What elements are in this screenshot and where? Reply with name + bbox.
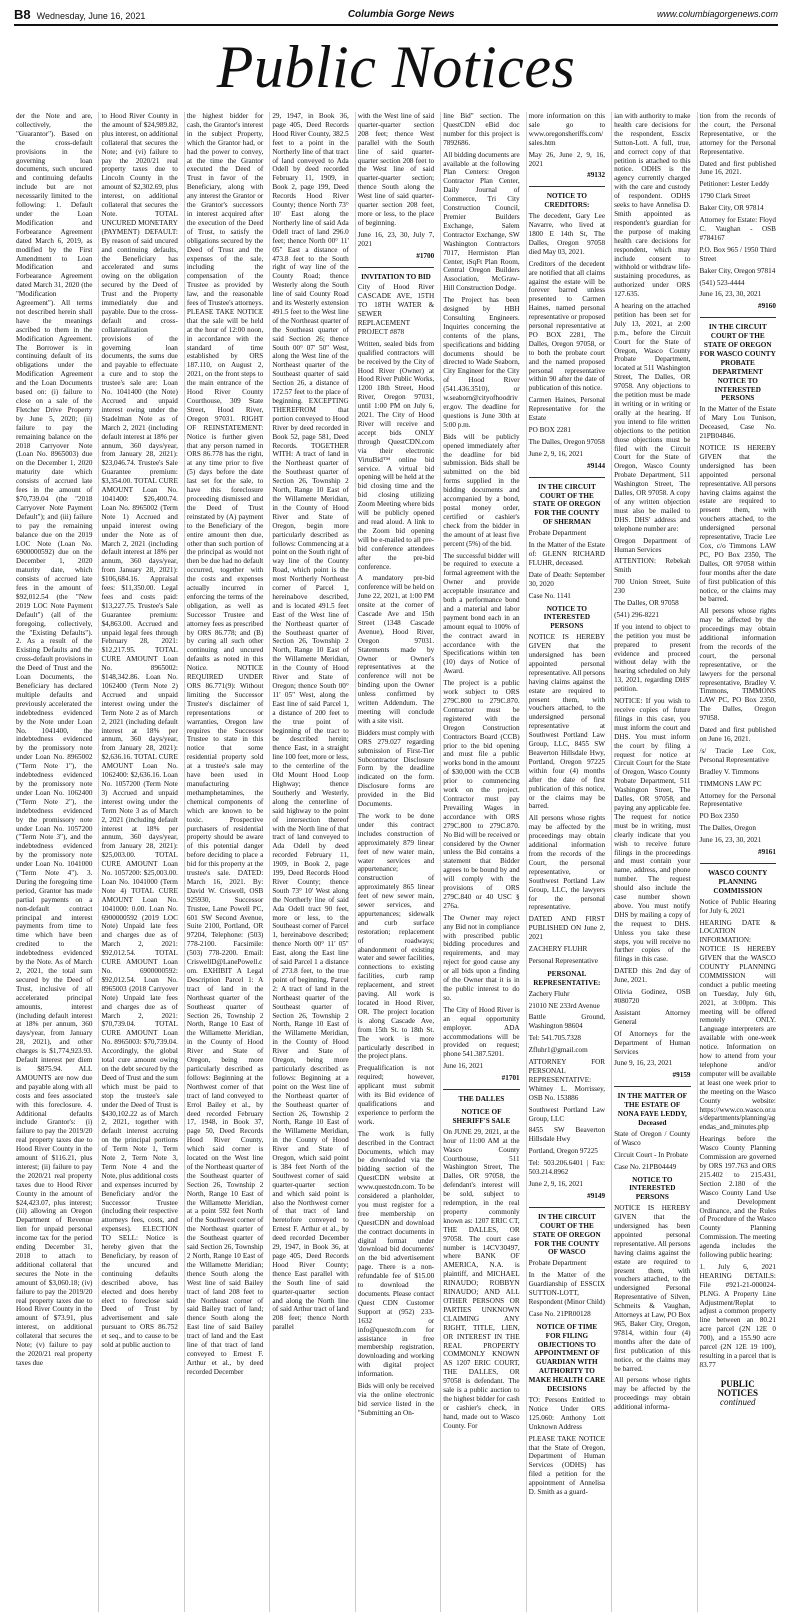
notice-paragraph: Tel: 541.705.7328 [528,1034,582,1043]
notice-paragraph: Tel: 503.206.6401 | Fax: 503.214.8962 [528,1159,607,1177]
notice-paragraph: Probate Department [528,529,587,538]
notice-paragraph: In the Matter of the Estate of Mary Lou Tunison, Deceased, Case No. 21PB04846. [699,405,778,441]
notice-paragraph: Case No. 1141 [528,591,571,600]
notice-paragraph: HEARING DATE & LOCATION INFORMATION: NOTICE IS HEREBY GIVEN that the WASCO COUNTY PLANNING COMMISSION will conduct a public meeting on Tuesday, July 6th, 2021, at 3:00pm. This meeting will be offered remotely ONLY. Language interpreters are available with one-week notice. Information on how to attend from your telephone and/or computer will be available at least one week prior to the meeting on the Wasco County website: https://www.co.wasco.or.us/departments/planning/agendas_and_minutes.php [699,918,778,1132]
notice-heading: IN THE CIRCUIT COURT OF THE STATE OF OREGON FOR THE COUNTY OF WASCO [532,1212,603,1257]
notice-heading: NOTICE TO CREDITORS: [544,192,590,210]
notice-paragraph: Bids will be publicly opened immediately after the deadline for bid submission. Bids shall be submitted on the bid forms supplied in the bidding documents and accompanied by a bond, postal money order, certified or cashier's check from the bidder in the amount of at least five percent (5%) of the bid. [443,432,522,548]
notice-column-8 [611,112,692,1612]
notice-paragraph: In the Matter of the Guardianship of ESSCIX SUTTON-LOTT, Respondent (Minor Child) [528,1271,607,1306]
notice-paragraph: June 16, 23, 30, 2021 [699,290,762,299]
notice-heading: NOTICE OF SHERIFF'S SALE [452,1107,511,1125]
notice-paragraph: Oregon Department of Human Services [614,536,693,554]
notice-paragraph: Of Attorneys for the Department of Human Services [614,1029,693,1056]
notice-number: #9159 [672,1071,691,1080]
notice-column-6 [440,112,521,1612]
notice-paragraph: ATTENTION: Rebekah Smith [614,557,693,575]
notice-paragraph: Case No. 21PR00128 [528,1309,591,1318]
notice-paragraph: Carmen Haines, Personal Representative for the Estate [528,396,607,423]
notice-paragraph: The City of Hood River is an equal opportunity employer. ADA accommodations will be provided on request; phone 541.387.5201. [443,1005,522,1059]
notice-paragraph: Probate Department [528,1259,587,1268]
notice-paragraph: All bidding documents are available at the following Plan Centers: Oregon Contractor Plan Center, Daily Journal of Commerce, Tri City Construction Council, Premier Builders Exchange, Salem Contractor Exchange, SW Washington Contractors 7017, Hermiston Plan Center, iSqFt Plan Room, Central Oregon Builders Association, McGraw-Hill Construction Dodge. [443,150,522,293]
notice-paragraph: ATTORNEY FOR PERSONAL REPRESENTATIVE: Whitney L. Morrissey, OSB No. 153886 [528,1058,607,1102]
notice-paragraph: der the Note and are, collectively, the "Guarantor"). Based on the cross-default provisions in the governing loan documents, such uncured and continuing defaults include but are not necessarily limited to the following: 1. Default under the Loan Modification and Forbearance Agreement dated March 6, 2019, as modified by the First Amendment to Loan Modification and Forbearance Agreement dated March 31, 2020 (the "Modification Agreement"). All terms not described herein shall have the meanings ascribed to them in the Modification Agreement. The Borrower is in continuing default of its obligations under the Modification Agreement and the Loan Documents based on: (i) failure to close on a sale of the Fletcher Drive Property by June 5, 2020; (ii) failure to pay the remaining balance on the 2018 Carryover Note (Loan No. 8965003) due on the December 1, 2020 maturity date which consists of accrued late fees in the amount of $70,739.04 (the "2018 Carryover Note Payment Default"); and (iii) failure to pay the remaining balance due on the 2019 LOC Note (Loan No. 6900000592) due on the December 1, 2020 maturity date, which consists of accrued late fees in the amount of $92,012.54 (the "New 2019 LOC Note Payment Default") (all of the foregoing, collectively, the "Existing Defaults"). 2. As a result of the Existing Defaults and the cross-default provisions in the Deed of Trust and the Loan Documents, the Beneficiary has declared multiple defaults and previously accelerated the indebtedness evidenced by the Note under Loan No. 1041400, the indebtedness evidenced by the promissory note under Loan No. 8965002 ("Term Note 1"), the indebtedness evidenced by the promissory note under Loan No. 1062400 ("Term Note 2"), the indebtedness evidenced by the promissory note under Loan No. 1057200 ("Term Note 3"), and the indebtedness evidenced by the promissory note under Loan No. 1041000 ("Term Note 4"). 3. During the foregoing time period, Grantor has made partial payments on a non-default contract principal and interest payments from time to time which have been credited to the indebtedness evidenced by the Note. As of March 2, 2021, the total sum secured by the Deed of Trust, inclusive of all accelerated principal amounts, interest (including default interest at 18% per annum, 360 days/year, from January 28, 2021), and other charges is $1,774,923.93. Default interest per diem is $875.94. ALL AMOUNTS are now due and payable along with all costs and fees associated with this foreclosure. 4. Additional defaults include Grantor's: (i) failure to pay the 2019/20 real property taxes due to Hood River County in the amount of $116.21, plus interest; (ii) failure to pay the 2020/21 real property taxes due to Hood River County in the amount of $24,423.07, plus interest; (iii) allowing an Oregon Department of Revenue lien for unpaid personal income tax for the period ending December 31, 2018 to attach to additional collateral that secures the Note in the amount of $3,060.18; (iv) failure to pay the 2019/20 real property taxes due to Hood River County in the amount of $73.91, plus interest, on additional collateral that secures the Note; (v) failure to pay the 2020/21 real property taxes due [16,112,95,1367]
notice-paragraph: The work to be done under this contract includes construction of approximately 879 linear feet of new water main, water services and appurtenance; construction of approximately 865 linear feet of new sewer main, sewer services, and appurtenances; sidewalk and curb surface restoration; replacement of roadways; abandonment of existing water and sewer facilities, connections to existing facilities, curb ramp replacement, and street paving. All work is located in Hood River, OR. The project location is along Cascade Ave, from 15th St. to 18th St. The work is more particularly described in the project plans. [357,811,436,1061]
notice-divider [529,186,605,187]
notice-paragraph: 8455 SW Beaverton Hillsdale Hwy [528,1126,607,1144]
notice-paragraph: NOTICE: If you wish to receive copies of future filings in this case, you must inform the court and DHS. You must inform the court by filing a request for notice at Circuit Court for the State of Oregon, Wasco County Probate Department, 511 Washington Street, The Dalles, OR 97058, and paying any applicable fee. The request for notice must be in writing, must clearly indicate that you wish to receive future filings in the proceedings and must contain your name, address, and phone number. The request should also include the case number shown above. You must notify DHS by mailing a copy of the request to DHS. Unless you take these steps, you will receive no further copies of the filings in this case. [614,697,693,964]
notice-paragraph: The Owner may reject any Bid not in compliance with prescribed public bidding procedures and requirements, and may reject for good cause any or all bids upon a finding of the Owner that it is in the public interest to do so. [443,913,522,1002]
notice-paragraph: Baker City, OR 97814 [699,204,764,213]
notice-paragraph: Battle Ground, Washington 98604 [528,1013,607,1031]
notice-paragraph: June 16, 23, 30, July 7, 2021 [357,230,436,248]
notice-paragraph: Zfluhr1@gmail.com [528,1046,588,1055]
notice-paragraph: Circuit Court - In Probate [614,1150,688,1159]
continued-label: continued [719,1396,756,1407]
notice-number: #9149 [587,1191,606,1200]
page-header [14,4,778,26]
notice-divider [614,1086,690,1087]
notice-paragraph: 21010 NE 233rd Avenue [528,1001,600,1010]
notice-paragraph: line Bid" section. The QuestCDN eBid doc number for this project is 7892686. [443,112,522,147]
notice-paragraph: Olivia Godinez, OSB #080720 [614,988,693,1005]
notice-paragraph: Assistant Attorney General [614,1008,693,1026]
notice-paragraph: Attorney for Estate: Floyd C. Vaughan - OSB #784167 [699,216,778,242]
notice-paragraph: 1. July 6, 2021 HEARING DETAILS: File #921-21-000024-PLNG. A Property Line Adjustment/Replat to adjust a common property line between an 80.21 acre parcel (2N 12E 0 700), and a 155.90 acre parcel (2N 12E 19 100), resulting in a parcel that is 83.77 [699,1262,778,1369]
notice-paragraph: In the Matter of the Estate of: GLENN RICHARD FLUHR, deceased. [528,541,607,567]
notice-paragraph: All persons whose rights may be affected by the proceedings may obtain additional information from the records of the court, the personal representative, or the lawyers for the personal representative, Bradley V. Timmons, TIMMONS LAW PC, PO Box 2350, The Dalles, Oregon 97058. [699,607,778,723]
notice-paragraph: NOTICE IS HEREBY GIVEN that the undersigned has been appointed personal representative. All persons having claims against the estate are required to present them, with vouchers attached, to the undersigned Personal Representative of Silven, Schmeits & Vaughan, Attorneys at Law, PO Box 965, Baker City, Oregon, 97814, within four (4) months after the date of first publication of this notice, or the claims may be barred. [614,1204,693,1373]
notice-paragraph: All persons whose rights may be affected by the proceedings may obtain additional information from the records of the Court, the personal representative, or Southwest Portland Law Group, LLC, the lawyers for the personal representative. [528,814,607,912]
notice-divider [529,1207,605,1208]
notice-paragraph: A mandatory pre-bid conference will be held on June 22, 2021, at 1:00 PM onsite at the corner of Cascade Ave and 15th Street (1348 Cascade Avenue), Hood River, Oregon 97031. Statements made by Owner or Owner's representatives at the conference will not be binding upon the Owner unless confirmed by written Addendum. The meeting will conclude with a site visit. [357,574,436,725]
notice-columns [14,112,778,1612]
notice-heading: IN THE MATTER OF THE ESTATE OF NONA FAYE LEDDY, Deceased [617,1092,689,1127]
notice-paragraph: A hearing on the attached petition has been set for July 13, 2021, at 2:00 p.m., before the Circuit Court for the State of Oregon, Wasco County Probate Department, located at 511 Washington Street, The Dalles, OR 97058. Any objections to the petition must be made in writing or in writing or orally at the hearing. If you intend to file written objections to the petition those objections must be filed with the Circuit Court for the State of Oregon, Wasco County Probate Department, 511 Washington Street, The Dalles, OR 97058. A copy of any written objection must also be mailed to DHS. DHS' address and telephone number are: [614,302,693,533]
notice-paragraph: Date of Death: September 30, 2020 [528,570,607,588]
notice-divider [700,317,776,318]
notice-divider [529,477,605,478]
notice-heading: NOTICE TO INTERESTED PERSONS [543,604,592,631]
notice-paragraph: May 26, June 2, 9, 16, 2021 [528,150,607,168]
notice-paragraph: Prequalification is not required; however, applicant must submit with its Bid evidence of qualifications and experience to perform the work. [357,1064,436,1126]
notice-paragraph: The Dalles, Oregon [699,824,756,833]
issue-date: Wednesday, June 16, 2021 [36,10,146,21]
notice-divider [358,267,434,268]
notice-paragraph: Attorney for the Personal Representative [699,791,778,809]
notice-number: #9160 [757,302,776,311]
notice-column-4 [269,112,350,1612]
notice-paragraph: Petitioner: Lester Leddy [699,180,770,189]
notice-paragraph: If you intend to object to the petition you must be prepared to present evidence and proceed without delay with the hearing scheduled on July 13, 2021, regarding DHS' petition. [614,622,693,694]
notice-number: #9132 [587,171,606,180]
notice-heading: IN THE CIRCUIT COURT OF THE STATE OF OREGON FOR THE COUNTY OF SHERMAN [532,482,603,527]
notice-heading: PERSONAL REPRESENTATIVE: [533,969,601,987]
notice-paragraph: Case No. 21PB04449 [614,1162,677,1171]
publication-url: www.columbiagorgenews.com [656,9,778,19]
notice-paragraph: P.O. Box 965 / 1950 Third Street [699,245,778,263]
notice-paragraph: NOTICE IS HEREBY GIVEN that the undersigned has been appointed personal representative. All persons having claims against the estate are required to present them, with vouchers attached, to the undersigned personal representative at Southwest Portland Law Group, LLC, 8455 SW Beaverton Hillsdale Hwy, Portland, Oregon 97225 within four (4) months after the date of first publication of this notice, or the claims may be barred. [528,633,607,811]
notice-paragraph: Zachery Fluhr [528,989,570,998]
notice-paragraph: Bradley V. Timmons [699,767,759,776]
notice-paragraph: Dated and first published on June 16, 2021. [699,726,778,743]
notice-paragraph: Bids will only be received via the online electronic bid service listed in the "Submitting an On- [357,1382,436,1417]
notice-paragraph: /s/ Tracie Lee Cox, Personal Representative [699,746,778,764]
notice-paragraph: Portland, Oregon 97225 [528,1147,598,1156]
notice-paragraph: 1790 Clark Street [699,192,751,201]
notice-paragraph: tion from the records of the court, the Personal Representative, or the attorney for the Personal Representative. [699,112,778,156]
notice-paragraph: June 9, 16, 23, 2021 [614,1059,673,1068]
notice-paragraph: Southwest Portland Law Group, LLC [528,1105,607,1123]
notice-paragraph: ZACHERY FLUHR [528,945,588,954]
notice-paragraph: Baker City, Oregon 97814 [699,266,776,275]
notice-paragraph: PLEASE TAKE NOTICE that the State of Oregon, Department of Human Services (ODHS) has filed a petition for the appointment of Annelisa D. Smith as a guard- [528,1434,607,1497]
notice-paragraph: June 16, 23, 30, 2021 [699,836,762,845]
notice-paragraph: 29, 1947, in Book 36, page 405, Deed Records Hood River County, 382.5 feet to a point in the Northerly line of that tract of land conveyed to Ada Odell by deed recorded February 11, 1909, in Book 2, page 199, Deed Records Hood River County; thence North 73° 10' East along the Northerly line of said Ada Odell tract of land 296.0 feet; thence North 00° 11' 05" East a distance of 473.8 feet to the South right of way line of the County Road; thence Westerly along the South line of said County Road and its Westerly extension 491.5 feet to the West line of the Northeast quarter of the Southeast quarter of said Section 26; thence South 00° 07' 50" West, along the West line of the Northeast quarter of the Southeast quarter of said Section 26, a distance of 172.57 feet to the place of beginning. EXCEPTING THEREFROM that portion conveyed to Hood River by deed recorded in Book 52, page 581, Deed Records. TOGETHER WITH: A tract of land in the Northeast quarter of the Southeast quarter of Section 26, Township 2 North, Range 10 East of the Willamette Meridian, in the County of Hood River and State of Oregon, begin more particularly described as follows: Commencing at a point on the South right of way line of the County Road, which point is the most Northerly Northeast corner of Parcel 1, hereinabove described, and is located 491.5 feet East of the West line of the Northeast quarter of the Southeast quarter of Section 26, Township 2 North, Range 10 East of the Willamette Meridian, in the County of Hood River and State of Oregon; thence South 00° 11' 05" West, along the East line of said Parcel 1, a distance of 200 feet to the true point of beginning of the tract to be described herein; thence East, in a straight line 100 feet, more or less, to the centerline of the Old Mount Hood Loop Highway; thence Southerly and Westerly, along the centerline of said highway to the point of intersection thereof with the North line of that tract of land conveyed to Ada Odell by deed recorded February 11, 1909, in Book 2, page 199, Deed Records Hood River County; thence South 73° 10' West along the Northerly line of said Ada Odell tract 90 feet, more or less, to the Southeast corner of Parcel 1, hereinabove described; thence North 00° 11' 05" East, along the East line of said Parcel 1 a distance of 273.8 feet, to the true point of beginning. Parcel 2: A tract of land in the Northeast quarter of the Southeast quarter of Section 26, Township 2 North, Range 10 East of the Willamette Meridian, in the County of Hood River and State of Oregon, being more particularly described as follows: Beginning at a point on the West line of the Northeast quarter of the Southeast quarter of Section 26, Township 2 North, Range 10 East of the Willamette Meridian, in the County of Hood River and State of Oregon, which said point is 384 feet North of the Southwest corner of said quarter-quarter section and which said point is also the Northwest corner of that tract of land heretofore conveyed to Ernest F. Arthur et al., by deed recorded December 29, 1947, in Book 36, at page 405, Deed Records Hood River County; thence East parallel with the South line of said quarter-quarter section and along the North line of said Arthur tract of land 208 feet; thence North parallel [272,112,351,1332]
notice-paragraph: TO: Persons Entitled to Notice Under ORS 125.060: Anthony Lott Unknown Address [528,1396,607,1431]
notice-paragraph: DATED this 2nd day of June, 2021. [614,967,693,985]
notice-number: #1700 [416,251,435,260]
notice-number: #9161 [757,848,776,857]
notice-column-2 [98,112,179,1612]
notice-column-9 [697,112,778,1612]
notice-paragraph: The Dalles, OR 97058 [614,599,679,608]
notice-divider [700,863,776,864]
notice-paragraph: PO Box 2350 [699,812,739,821]
notice-paragraph: Written, sealed bids from qualified contractors will be received by the City of Hood River (Owner) at Hood River Public Works, 1200 18th Street, Hood River, Oregon 97031, until 1:00 PM on July 6, 2021. The City of Hood River will receive and accept bids ONLY through QuestCDN.com via their electronic VirtuBid™ online bid service. A virtual bid opening will be held at the bid closing time and the bid closing utilizing Zoom Meeting where bids will be publicly opened and read aloud. A link to the Zoom bid opening will be e-mailed to all pre-bid conference attendees after the pre-bid conference. [357,339,436,571]
continued-title: PUBLIC NOTICES [717,1378,758,1398]
notice-paragraph: All persons whose rights may be affected by the proceedings may obtain additional informa- [614,1376,693,1412]
notice-column-1 [14,112,94,1612]
notice-paragraph: City of Hood River CASCADE AVE, 15TH TO 18TH WATER & SEWER REPLACEMENT PROJECT #878 [357,283,436,336]
notice-paragraph: (541) 296-8221 [614,610,659,619]
notice-heading: NOTICE OF TIME FOR FILING OBJECTIONS TO APPOINTMENT OF GUARDIAN WITH AUTHORITY TO MAKE HEALTH CARE DECISIONS [528,1322,607,1394]
notice-heading: IN THE CIRCUIT COURT OF THE STATE OF OREGON FOR WASCO COUNTY PROBATE DEPARTMENT NOTICE TO INTERESTED PERSONS [699,323,778,403]
notice-paragraph: The decedent, Gary Lee Navarre, who lived at 1800 E 14th St, The Dalles, Oregon 97058 died May 03, 2021. [528,212,607,256]
notice-heading: WASCO COUNTY PLANNING COMMISSION [708,868,770,895]
notice-paragraph: The Dalles, Oregon 97058 [528,437,605,446]
notice-number: #1701 [501,1074,520,1083]
page-number: B8 [14,6,31,22]
publication-name: Columbia Gorge News [347,8,455,20]
notice-column-3 [184,112,265,1612]
header-left [14,7,145,22]
section-masthead: Public Notices [216,34,576,100]
notice-paragraph: Bidders must comply with ORS 279.027 regarding submission of First-Tier Subcontractor Disclosure Form by the deadline indicated on the form. Disclosure forms are provided in the Bid Documents. [357,728,436,809]
notice-paragraph: DATED AND FIRST PUBLISHED ON June 2, 2021 [528,915,607,942]
notice-paragraph: The project is a public work subject to ORS 279C.800 to 279C.870. Contractor must be registered with the Oregon Construction Contractors Board (CCB) prior to the bid opening and must file a public works bond in the amount of $30,000 with the CCB prior to commencing work on the project. Contractor must pay Prevailing Wages in accordance with ORS 279C.800 to 279C.870. No Bid will be received or considered by the Owner unless the Bid contains a statement that Bidder agrees to be bound by and will comply with the provisions of ORS 279C.840 or 40 USC § 276a. [443,679,522,910]
notice-paragraph: June 2, 9, 16, 2021 [528,1179,584,1188]
notice-paragraph: State of Oregon / County of Wasco [614,1129,693,1147]
notice-paragraph: Dated and first published June 16, 2021. [699,159,778,177]
notice-paragraph: with the West line of said quarter-quarter section 208 feet; thence West parallel with the South line of said quarter-quarter section 208 feet to the West line of said quarter-quarter section; thence South along the West line of said quarter-quarter section 208 feet, more or less, to the place of beginning. [357,112,436,227]
notice-paragraph: The Project has been designed by HBH Consulting Engineers. Inquiries concerning the contents of the plans, specifications and bidding documents should be directed to Wade Seaborn, City Engineer for the City of Hood River (541.436.3510), or w.seaborn@cityofhoodriver.gov. The deadline for questions is June 30th at 5:00 p.m. [443,296,522,429]
notice-paragraph: to Hood River County in the amount of $24,989.82, plus interest, on additional collateral that secures the Note; and (vi) failure to pay the 2020/21 real property taxes due to Lincoln County in the amount of $2,302.69, plus interest, on additional collateral that secures the Note. TOTAL UNCURED MONETARY (PAYMENT) DEFAULT: By reason of said uncured and continuing defaults, the Beneficiary has accelerated and sums owing on the obligation secured by the Deed of Trust and the Property immediately due and payable. Due to the cross-default and cross-collateralization provisions of the governing loan documents, the sums due and payable to effectuate a cure and to stop the trustee's sale are: Loan No. 1041400 (the Note) Accrued and unpaid interest owing under the Stadelman Note as of March 2, 2021 (including default interest at 18% per annum, 360 days/year, from January 28, 2021): $23,046.74. Trustee's Sale Guarantee premium: $3,354.00. TOTAL CURE AMOUNT Loan No. 1041400: $26,400.74. Loan No. 8965002 (Term Note 1) Accrued and unpaid interest owing under the Note as of March 2, 2021 (including default interest at 18% per annum, 360 days/year, from January 28, 2021): $106,684.16. Appraisal fees: $11,350.00. Legal fees and costs paid: $13,227.75. Trustee's Sale Guarantee premium: $4,863.00. Accrued and unpaid legal fees through February 28, 2021: $12,217.95. TOTAL CURE AMOUNT Loan No. 8965002: $148,342.86. Loan No. 1062400 (Term Note 2) Accrued and unpaid interest owing under the Term Note 2 as of March 2, 2021 (including default interest at 18% per annum, 360 days/year, from January 28, 2021): $2,636.16. TOTAL CURE AMOUNT Loan No. 1062400: $2,636.16. Loan No. 1057200 (Term Note 3) Accrued and unpaid interest owing under the Term Note 3 as of March 2, 2021 (including default interest at 18% per annum, 360 days/year, from January 28, 2021): $25,003.00. TOTAL CURE AMOUNT Loan No. 1057200: $25,003.00. Loan No. 1041000 (Term Note 4) TOTAL CURE AMOUNT Loan No. 1041000: 0.00. Loan No. 6900000592 (2019 LOC Note) Unpaid late fees and charges due as of March 2, 2021: $92,012.54. TOTAL CURE AMOUNT Loan No. 6900000592: $92,012.54. Loan No. 8965003 (2018 Carryover Note) Unpaid late fees and charges due as of March 2, 2021: $70,739.04. TOTAL CURE AMOUNT Loan No. 8965003: $70,739.04. Accordingly, the global total cure amount owing on the debt secured by the Deed of Trust and the sum which must be paid to stop the trustee's sale under the Deed of Trust is $430,102.22 as of March 2, 2021, together with default interest accruing on the principal portions of Term Note 1, Term Note 2, Term Note 3, Term Note 4 and the Note, plus additional costs and expenses incurred by Beneficiary and/or the Successor Trustee (including their respective attorneys fees, costs, and expenses). ELECTION TO SELL: Notice is hereby given that the Beneficiary, by reason of the uncured and continuing defaults described above, has elected and does hereby elect to foreclose said Deed of Trust by advertisement and sale pursuant to ORS 86.752 et seq., and to cause to be sold at public auction to [101,112,180,1350]
notice-heading: NOTICE TO INTERESTED PERSONS [629,1175,678,1202]
notice-paragraph: June 2, 9, 16, 2021 [528,449,584,458]
notice-number: #9144 [587,461,606,470]
notice-column-5 [355,112,436,1612]
notice-paragraph: 700 Union Street, Suite 230 [614,578,693,596]
notice-divider [443,1089,519,1090]
notice-heading: INVITATION TO BID [361,272,431,281]
notice-paragraph: ian with authority to make health care decisions for the respondent, Esscix Sutton-Lott. A full, true, and correct copy of that petition is attached to this notice. ODHS is the agency currently charged with the care and custody of respondent. ODHS seeks to have Annelisa D. Smith appointed as respondent's guardian for the purpose of making health care decisions for respondent, which may include consent to withhold or withdraw life-sustaining procedures, as authorized under ORS 127.635. [614,112,693,299]
notice-paragraph: PO BOX 2281 [528,426,571,434]
notice-paragraph: June 16, 2021 [443,1062,484,1071]
notice-heading: THE DALLES [458,1095,505,1104]
notice-paragraph: Hearings before the Wasco County Planning Commission are governed by ORS 197.763 and ORS 215.402 to 215.431, Section 2.180 of the Wasco County Land Use and Development Ordinance, and the Rules of Procedure of the Wasco County Planning Commission. The meeting agenda includes the following public hearing: [699,1135,778,1260]
notice-column-7 [526,112,607,1612]
continued-marker [700,1380,776,1407]
notice-paragraph: On JUNE 29, 2021, at the hour of 11:00 AM at the Wasco County Courthouse, 511 Washington Street, The Dalles, OR 97058, the defendant's interest will be sold, subject to redemption, in the real property commonly known as: 1207 ERIC CT, THE DALLES, OR 97058. The court case number is 14CV30497, where BANK OF AMERICA, N.A. is plaintiff, and MICHAEL RINAUDO; ROBBYN RINAUDO; AND ALL OTHER PERSONS OR PARTIES UNKNOWN CLAIMING ANY RIGHT, TITLE, LIEN, OR INTEREST IN THE REAL PROPERTY COMMONLY KNOWN AS 1207 ERIC COURT, THE DALLES, OR 97058 is defendant. The sale is a public auction to the highest bidder for cash or cashier's check, in hand, made out to Wasco County. For [443,1127,522,1430]
notice-paragraph: Personal Representative [528,956,598,965]
notice-paragraph: the highest bidder for cash, the Grantor's interest in the subject Property, which the Grantor had, or had the power to convey, at the time the Grantor executed the Deed of Trust in favor of the Beneficiary, along with any interest the Grantor or the Grantor's successors in interest acquired after the execution of the Deed of Trust, to satisfy the obligations secured by the Deed of Trust and the expenses of the sale, including the compensation of the Trustee as provided by law, and the reasonable fees of Trustee's attorneys. PLEASE TAKE NOTICE that the sale will be held at the hour of 12:00 noon, in accordance with the standard of time established by ORS 187.110, on August 2, 2021, on the front steps to the main entrance of the Hood River County Courthouse, 309 State Street, Hood River, Oregon 97031. RIGHT OF REINSTATEMENT: Notice is further given that any person named in ORS 86.778 has the right, at any time prior to five (5) days before the date last set for the sale, to have this foreclosure proceeding dismissed and the Deed of Trust reinstated by (A) payment to the Beneficiary of the entire amount then due, other than such portion of the principal as would not then be due had no default occurred, together with the costs and expenses actually incurred in enforcing the terms of the obligation, as well as Successor Trustee and attorney fees as prescribed by ORS 86.778; and (B) by curing all such other continuing and uncured defaults as noted in this Notice. NOTICE REQUIRED UNDER ORS 86.771(9): Without limiting the Successor Trustee's disclaimer of representations or warranties, Oregon law requires the Successor Trustee to state in this notice that some residential property sold at a trustee's sale may have been used in manufacturing methamphetamines, the chemical components of which are known to be toxic. Prospective purchasers of residential property should be aware of this potential danger before deciding to place a bid for this property at the trustee's sale. DATED: March 16, 2021. By: David W. Criswell, OSB 925930, Successor Trustee, Lane Powell PC, 601 SW Second Avenue, Suite 2100, Portland, OR 97204, Telephone: (503) 778-2100. Facsimile: (503) 778-2200. Email: CriswellD@LanePowell.com. EXHIBIT A Legal Description Parcel 1: A tract of land in the Northeast quarter of the Southeast quarter of Section 26, Township 2 North, Range 10 East of the Willamette Meridian, in the County of Hood River and State of Oregon, being more particularly described as follows: Beginning at the Northwest corner of that tract of land conveyed to Errol Bailey et al., by deed recorded February 17, 1948, in Book 37, page 50, Deed Records Hood River County, which said corner is located on the West line of the Northeast quarter of the Southeast quarter of Section 26, Township 2 North, Range 10 East of the Willamette Meridian, at a point 592 feet North of the Southwest corner of the Northeast quarter of the Southeast quarter of said Section 26, Township 2 North, Range 10 East of the Willamette Meridian; thence South along the West line of said Bailey tract of land 208 feet to the Northeast corner of said Bailey tract of land; thence South along the East line of said Bailey tract of land and the East line of that tract of land conveyed to Ernest F. Arthur et al., by deed recorded December [186,112,266,1376]
notice-paragraph: (541) 523-4444 [699,278,745,287]
notice-paragraph: The work is fully described in the Contract Documents, which may be downloaded via the bidding section of the QuestCDN website at www.questcdn.com. To be considered a planholder, you must register for a free membership on QuestCDN and download the contract documents in digital format under 'download bid documents' on the bid advertisement page. There is a non-refundable fee of $15.00 to download the documents. Please contact Quest CDN Customer Support at (952) 233-1632 or info@questcdn.com for assistance in free membership registration, downloading and working with digital project information. [357,1129,436,1379]
notice-paragraph: NOTICE IS HEREBY GIVEN that the undersigned has been appointed personal representative. All persons having claims against the estate are required to present them, with vouchers attached, to the undersigned personal representative, Tracie Lee Cox, c/o Timmons LAW PC, PO Box 2350, The Dalles, OR 97058 within four months after the date of first publication of this notice, or the claims may be barred. [699,444,778,604]
notice-paragraph: more information on this sale go to www.oregonsheriffs.com/sales.htm [528,112,607,147]
notice-paragraph: TIMMONS LAW PC [699,779,762,788]
notice-paragraph: Notice of Public Hearing for July 6, 2021 [699,897,778,915]
notice-paragraph: Creditors of the decedent are notified that all claims against the estate will be forever barred unless presented to Carmen Haines, named personal representative or proposed personal representative at PO BOX 2281, The Dalles, Oregon 97058, or to both the probate court and the named proposed personal representative within 90 after the date of publication of this notice. [528,259,607,393]
notice-paragraph: The successful bidder will be required to execute a formal agreement with the Owner and provide acceptable insurance and both a performance bond and a material and labor payment bond each in an amount equal to 100% of the contract award in accordance with the Specifications within ten (10) days of Notice of Award. [443,551,522,676]
